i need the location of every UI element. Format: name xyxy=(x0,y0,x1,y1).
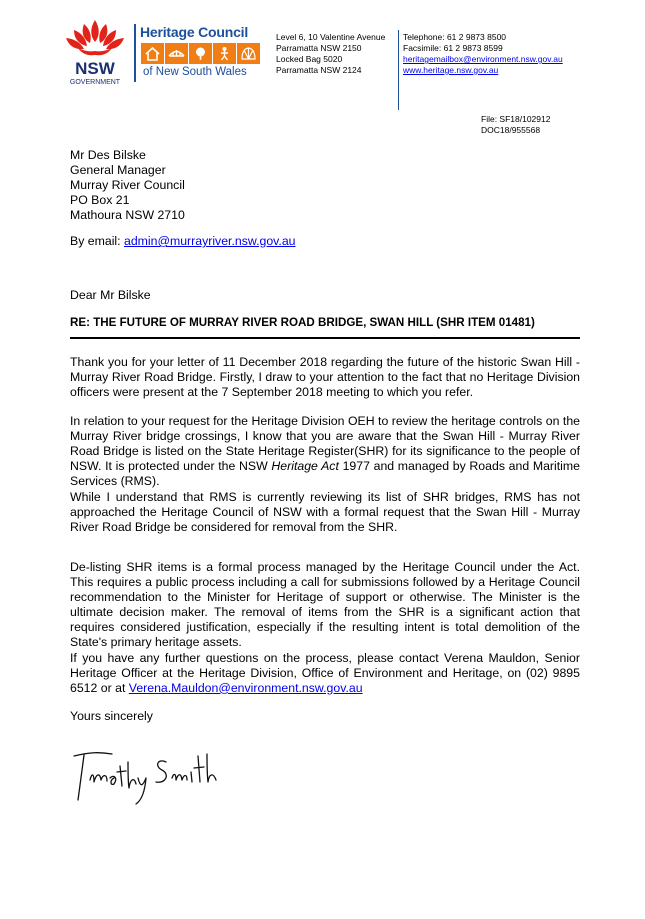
heritage-council-tiles xyxy=(141,43,261,64)
paragraph-2-text-end: 1977 and managed by Roads and Maritime Services (RMS). xyxy=(70,458,580,488)
nsw-logo-text: NSW xyxy=(75,59,115,78)
heritage-email-link[interactable]: heritagemailbox@environment.nsw.gov.au xyxy=(403,54,563,64)
recipient-address xyxy=(70,148,185,223)
subject-line: RE: THE FUTURE OF MURRAY RIVER ROAD BRIDGE, SWAN HILL (SHR ITEM 01481) xyxy=(70,316,535,329)
contact-details xyxy=(403,32,563,76)
paragraph-2-text: In relation to your request for the Heritage Division OEH to review the heritage controls on the Murray River bridge crossings, I know that you are aware that the Swan Hill - Murray River Road Bridge is listed on the State Heritage Register(SHR) for its significance to the people of NSW. It is protected under the NSW xyxy=(70,414,580,473)
recipient-line: General Manager xyxy=(70,162,166,177)
postal-address xyxy=(276,32,385,76)
heritage-act-title: Heritage Act xyxy=(271,458,339,473)
recipient-line: Mr Des Bilske xyxy=(70,148,146,162)
shell-icon xyxy=(237,43,260,64)
by-email-line xyxy=(70,234,296,249)
nsw-government-logo xyxy=(60,18,130,90)
recipient-line: Murray River Council xyxy=(70,177,185,192)
paragraph-1: Thank you for your letter of 11 December 2018 regarding the future of the historic Swan Hill - Murray River Road Bridge. Firstly, I draw to your attention to the fact that no Heritage Division officers were present at the 7 September 2018 meeting to which you refer. xyxy=(70,355,580,399)
facsimile: Facsimile: 61 2 9873 8599 xyxy=(403,43,503,53)
by-email-label: By email: xyxy=(70,234,121,248)
paragraph-4: De-listing SHR items is a formal process managed by the Heritage Council under the Act. This requires a public process including a call for submissions followed by a Heritage Council recommendation to the Minister for Heritage of support or otherwise. The Minister is the ultimate decision maker. The removal of items from the SHR is a significant action that requires considered justification, especially if the resulting intent is total demolition of the State's primary heritage assets. xyxy=(70,560,580,649)
paragraph-2 xyxy=(70,414,580,489)
salutation: Dear Mr Bilske xyxy=(70,288,151,302)
heritage-council-title: Heritage Council xyxy=(140,24,249,40)
file-reference xyxy=(481,114,550,136)
heritage-council-subtitle: of New South Wales xyxy=(143,66,247,78)
closing: Yours sincerely xyxy=(70,709,153,723)
bridge-icon xyxy=(165,43,188,64)
tree-icon xyxy=(189,43,212,64)
figure-icon xyxy=(213,43,236,64)
heritage-website-link[interactable]: www.heritage.nsw.gov.au xyxy=(403,65,499,75)
subject-rule xyxy=(70,337,580,339)
paragraph-3: While I understand that RMS is currently reviewing its list of SHR bridges, RMS has not approached the Heritage Council of NSW with a formal request that the Swan Hill - Murray River Road Bridge be considered for removal from the SHR. xyxy=(70,490,580,534)
telephone: Telephone: 61 2 9873 8500 xyxy=(403,32,507,42)
recipient-line: Mathoura NSW 2710 xyxy=(70,207,185,222)
house-icon xyxy=(141,43,164,64)
address-line: Parramatta NSW 2124 xyxy=(276,65,362,75)
recipient-line: PO Box 21 xyxy=(70,192,130,207)
doc-number: DOC18/955568 xyxy=(481,125,541,135)
government-logo-text: GOVERNMENT xyxy=(69,79,121,86)
signature xyxy=(70,740,220,810)
contact-divider xyxy=(398,30,399,110)
address-line: Level 6, 10 Valentine Avenue xyxy=(276,32,386,42)
paragraph-5-text: If you have any further questions on the process, please contact Verena Mauldon, Senior Heritage Officer at the Heritage Division, Office of Environment and Heritage, on (02) 9895 6512 or at xyxy=(70,651,580,695)
contact-email-link[interactable]: Verena.Mauldon@environment.nsw.gov.au xyxy=(128,680,363,695)
address-line: Parramatta NSW 2150 xyxy=(276,43,362,53)
paragraph-5 xyxy=(70,651,580,696)
recipient-email-link[interactable]: admin@murrayriver.nsw.gov.au xyxy=(124,234,296,248)
logo-divider xyxy=(134,24,136,82)
address-line: Locked Bag 5020 xyxy=(276,54,343,64)
file-number: File: SF18/102912 xyxy=(481,114,551,124)
